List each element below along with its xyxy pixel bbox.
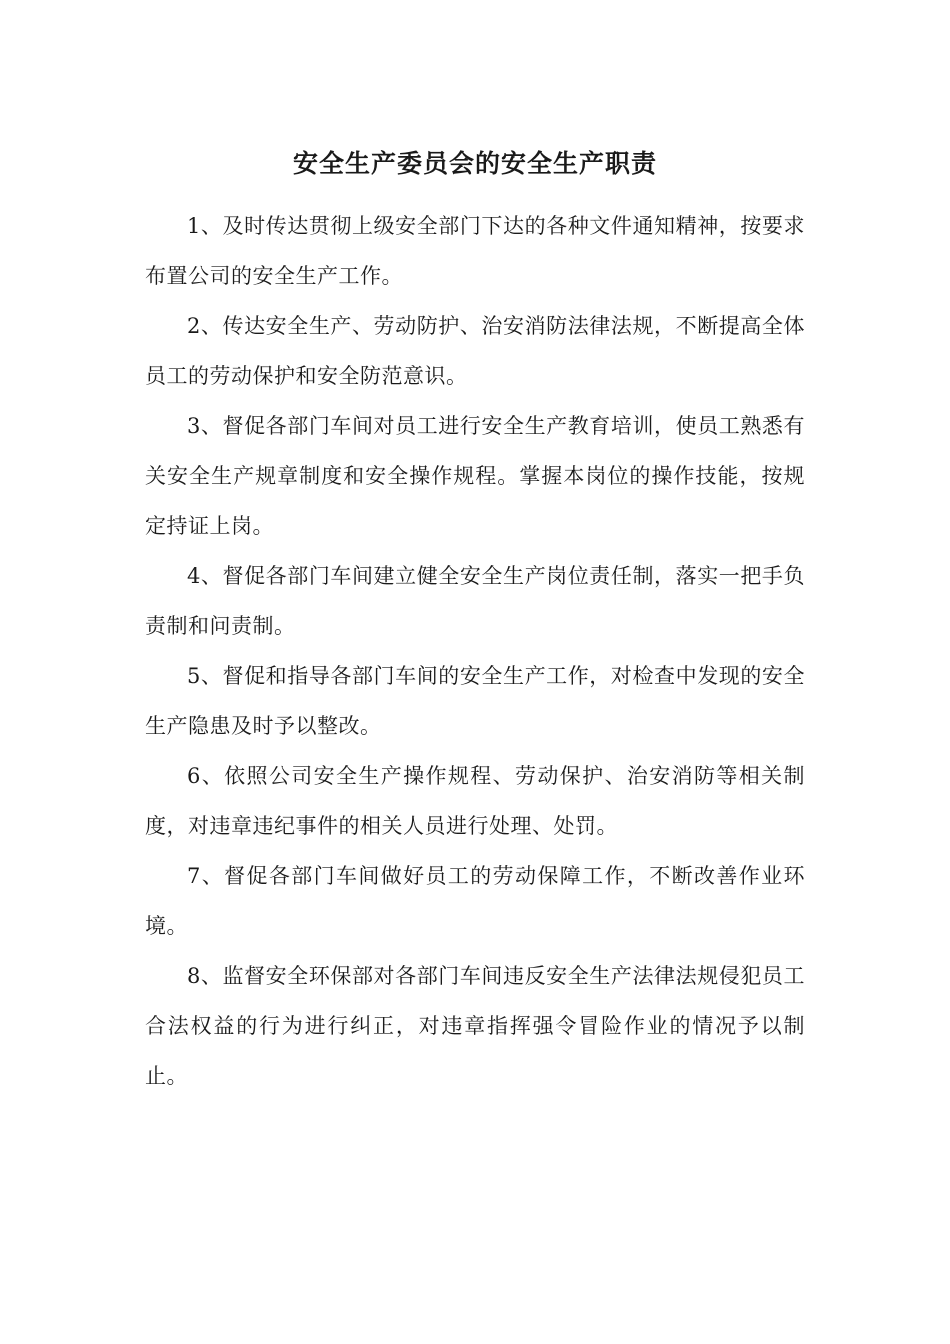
paragraph-4: 4、督促各部门车间建立健全安全生产岗位责任制，落实一把手负责制和问责制。 — [145, 564, 805, 638]
document-body — [145, 201, 805, 1101]
paragraph-6: 6、依照公司安全生产操作规程、劳动保护、治安消防等相关制度，对违章违纪事件的相关人员进行处理、处罚。 — [145, 764, 805, 838]
paragraph-3: 3、督促各部门车间对员工进行安全生产教育培训，使员工熟悉有关安全生产规章制度和安全操作规程。掌握本岗位的操作技能，按规定持证上岗。 — [145, 414, 805, 538]
paragraph-1: 1、及时传达贯彻上级安全部门下达的各种文件通知精神，按要求布置公司的安全生产工作。 — [145, 214, 805, 288]
paragraph-7: 7、督促各部门车间做好员工的劳动保障工作，不断改善作业环境。 — [145, 864, 805, 938]
document-title: 安全生产委员会的安全生产职责 — [292, 149, 657, 178]
paragraph-8: 8、监督安全环保部对各部门车间违反安全生产法律法规侵犯员工合法权益的行为进行纠正，对违章指挥强令冒险作业的情况予以制止。 — [145, 964, 805, 1088]
paragraph-2: 2、传达安全生产、劳动防护、治安消防法律法规，不断提高全体员工的劳动保护和安全防范意识。 — [145, 314, 805, 388]
paragraph-5: 5、督促和指导各部门车间的安全生产工作，对检查中发现的安全生产隐患及时予以整改。 — [145, 664, 805, 738]
